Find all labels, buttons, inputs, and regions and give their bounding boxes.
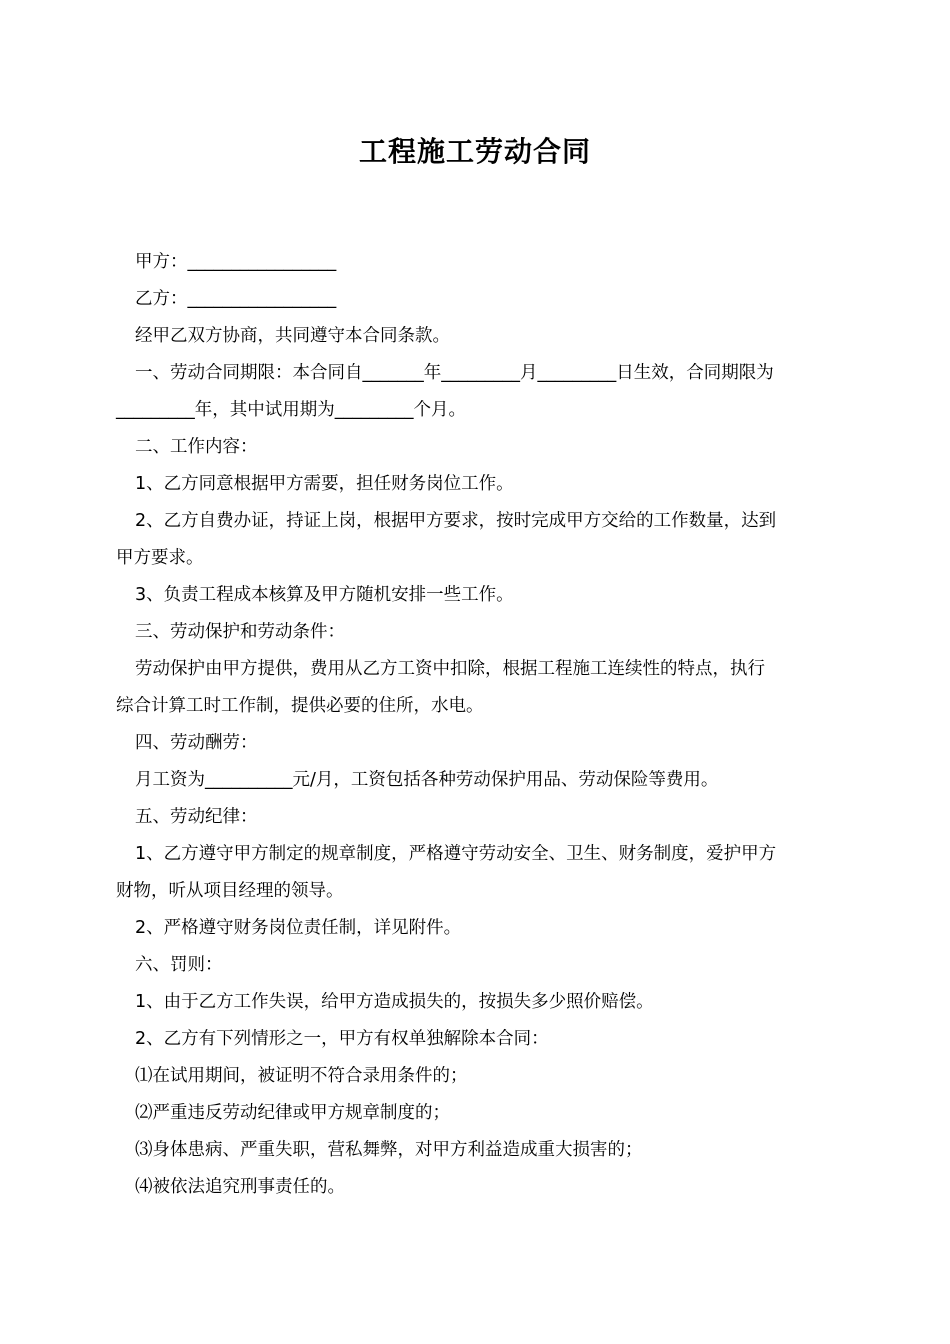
penalty-subitem-4: ⑷被依法追究刑事责任的。 — [135, 1177, 345, 1197]
section-heading-discipline: 五、劳动纪律： — [135, 807, 258, 827]
protection-paragraph-line-2: 综合计算工时工作制，提供必要的住所，水电。 — [116, 696, 484, 716]
penalty-item-1: 1、由于乙方工作失误，给甲方造成损失的，按损失多少照价赔偿。 — [135, 992, 654, 1012]
term-clause-line-2: _________年，其中试用期为_________个月。 — [116, 400, 466, 420]
work-item-2-line-2: 甲方要求。 — [116, 548, 204, 568]
penalty-subitem-1: ⑴在试用期间，被证明不符合录用条件的； — [135, 1066, 468, 1086]
document-title: 工程施工劳动合同 — [358, 135, 591, 168]
work-item-1: 1、乙方同意根据甲方需要，担任财务岗位工作。 — [135, 474, 514, 494]
section-heading-penalties: 六、罚则： — [135, 955, 223, 975]
work-item-3: 3、负责工程成本核算及甲方随机安排一些工作。 — [135, 585, 514, 605]
preamble-paragraph: 经甲乙双方协商，共同遵守本合同条款。 — [135, 326, 450, 346]
penalty-subitem-2: ⑵严重违反劳动纪律或甲方规章制度的； — [135, 1103, 450, 1123]
section-heading-work-content: 二、工作内容： — [135, 437, 258, 457]
penalty-item-2: 2、乙方有下列情形之一，甲方有权单独解除本合同： — [135, 1029, 549, 1049]
protection-paragraph-line-1: 劳动保护由甲方提供，费用从乙方工资中扣除，根据工程施工连续性的特点，执行 — [135, 659, 765, 679]
discipline-item-1-line-2: 财物，听从项目经理的领导。 — [116, 881, 344, 901]
work-item-2-line-1: 2、乙方自费办证，持证上岗，根据甲方要求，按时完成甲方交给的工作数量，达到 — [135, 511, 777, 531]
penalty-subitem-3: ⑶身体患病、严重失职，营私舞弊，对甲方利益造成重大损害的； — [135, 1140, 643, 1160]
party-a-line: 甲方：_________________ — [135, 252, 337, 272]
document-body — [116, 244, 836, 1206]
discipline-item-1-line-1: 1、乙方遵守甲方制定的规章制度，严格遵守劳动安全、卫生、财务制度，爱护甲方 — [135, 844, 777, 864]
discipline-item-2: 2、严格遵守财务岗位责任制，详见附件。 — [135, 918, 462, 938]
salary-paragraph: 月工资为__________元/月，工资包括各种劳动保护用品、劳动保险等费用。 — [135, 770, 719, 790]
party-b-line: 乙方：_________________ — [135, 289, 337, 309]
section-heading-protection: 三、劳动保护和劳动条件： — [135, 622, 345, 642]
term-clause-line-1: 一、劳动合同期限：本合同自_______年_________月_________日生效，合同期限为 — [135, 363, 774, 383]
section-heading-remuneration: 四、劳动酬劳： — [135, 733, 258, 753]
